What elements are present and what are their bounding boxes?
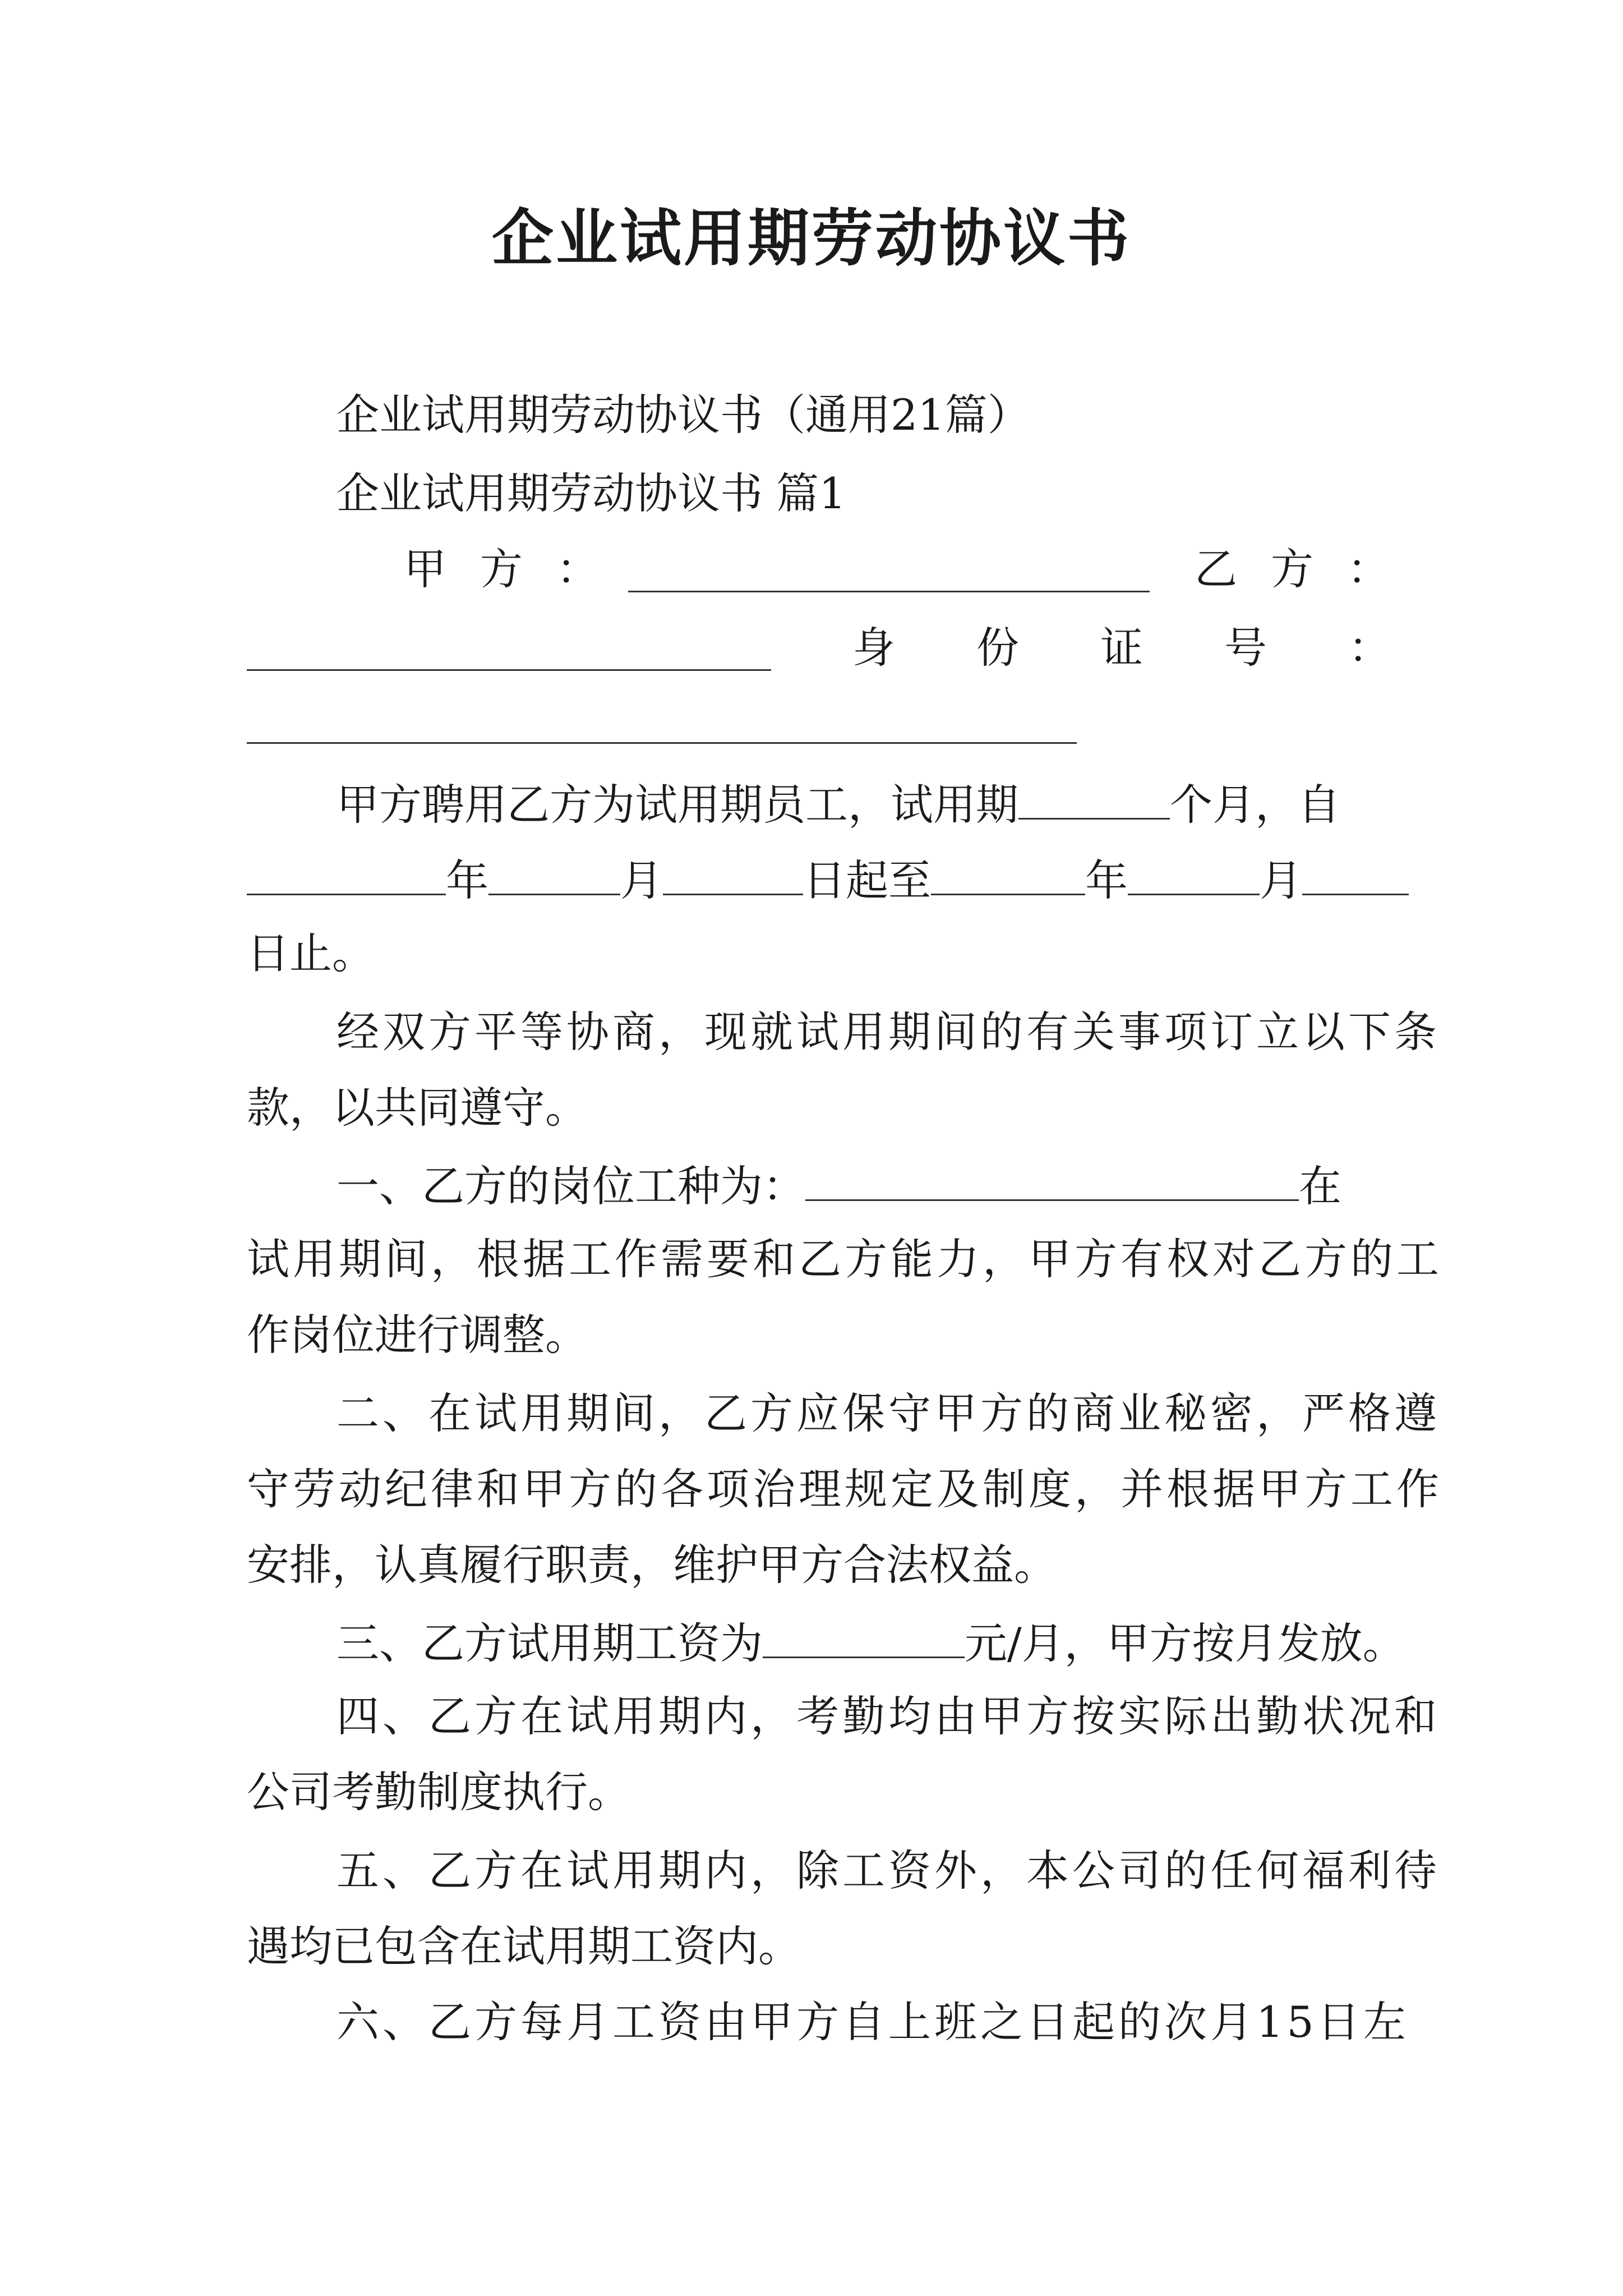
document-title: 企业试用期劳动协议书 <box>492 202 1131 274</box>
para2-line2: 款，以共同遵守。 <box>247 1083 588 1133</box>
trial-months-blank <box>1018 774 1170 820</box>
salary-blank <box>763 1613 965 1658</box>
para5-line1: 三、乙方试用期工资为 元/月，甲方按月发放。 <box>336 1613 1405 1672</box>
para1-line1: 甲方聘用乙方为试用期员工，试用期 个月，自 <box>336 774 1340 833</box>
document-subtitle: 企业试用期劳动协议书（通用21篇） <box>336 390 1030 440</box>
para1-line2: 年 月 日起至 年 月 <box>247 850 1409 909</box>
para7-line2: 遇均已包含在试用期工资内。 <box>247 1921 801 1971</box>
chapter-heading: 企业试用期劳动协议书 篇1 <box>336 468 846 518</box>
para6-line1: 四、乙方在试用期内，考勤均由甲方按实际出勤状况和 <box>336 1691 1440 1741</box>
id-number-label: 身份证号： <box>852 623 1472 673</box>
para3-line3: 作岗位进行调整。 <box>247 1310 588 1360</box>
para6-line2: 公司考勤制度执行。 <box>247 1767 630 1817</box>
para8-line1: 六、乙方每月工资由甲方自上班之日起的次月15日左 <box>336 1997 1409 2047</box>
party-b-label: 乙方： <box>1195 544 1423 594</box>
job-position-blank <box>805 1156 1299 1201</box>
para4-line1: 二、在试用期间，乙方应保守甲方的商业秘密，严格遵 <box>336 1388 1440 1438</box>
start-month-blank <box>488 850 620 895</box>
para4-line2: 守劳动纪律和甲方的各项治理规定及制度，并根据甲方工作 <box>247 1464 1442 1514</box>
end-month-blank <box>1128 850 1260 895</box>
end-day-blank <box>1302 850 1409 895</box>
party-a-label: 甲方： <box>404 544 633 594</box>
start-day-blank <box>663 850 803 895</box>
para7-line1: 五、乙方在试用期内，除工资外，本公司的任何福利待 <box>336 1846 1440 1895</box>
start-year-blank <box>247 850 446 895</box>
para3-line1: 一、乙方的岗位工种为： 在 <box>336 1156 1341 1214</box>
para3-line2: 试用期间，根据工作需要和乙方能力，甲方有权对乙方的工 <box>247 1234 1442 1284</box>
party-a-blank <box>628 547 1150 592</box>
para1-line3: 日止。 <box>247 928 375 978</box>
end-year-blank <box>931 850 1085 895</box>
party-b-blank <box>247 625 771 671</box>
id-number-blank <box>247 698 1077 744</box>
para4-line3: 安排，认真履行职责，维护甲方合法权益。 <box>247 1540 1057 1590</box>
para2-line1: 经双方平等协商，现就试用期间的有关事项订立以下条 <box>336 1007 1440 1057</box>
